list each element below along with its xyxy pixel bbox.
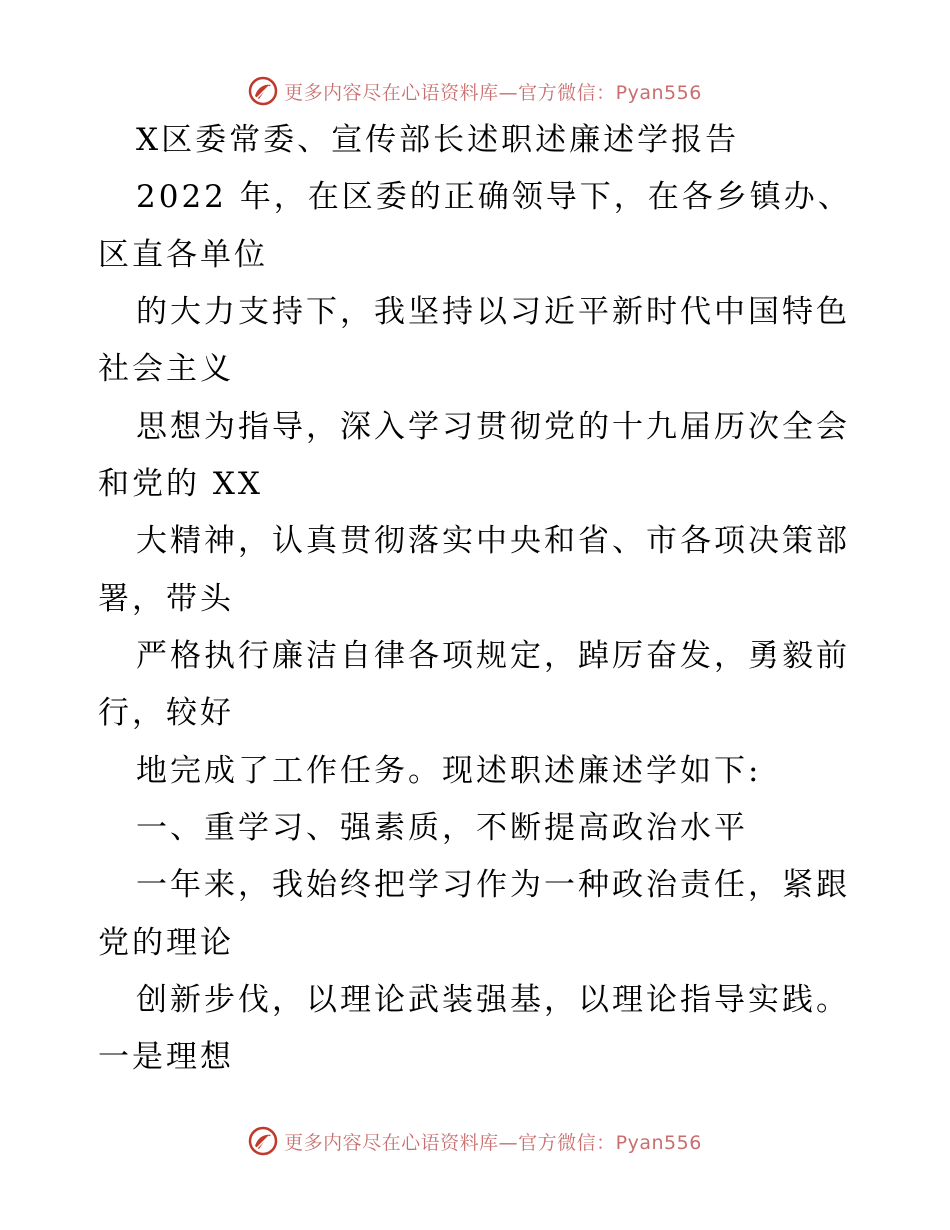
document-title: X区委常委、宣传部长述职述廉述学报告 [136,122,740,158]
paragraph-line: 严格执行廉洁自律各项规定，踔厉奋发，勇毅前 [136,638,850,674]
paragraph-line: 思想为指导，深入学习贯彻党的十九届历次全会 [136,409,850,445]
paragraph-line: 2022 年，在区委的正确领导下，在各乡镇办、 [136,179,852,215]
watermark-text: 更多内容尽在心语资料库—官方微信：Pyan556 [284,1131,702,1154]
paragraph-line: 署，带头 [98,581,234,617]
paragraph-line: 一年来，我始终把学习作为一种政治责任，紧跟 [136,867,850,903]
paragraph-line: 一是理想 [98,1039,234,1075]
paragraph-line: 行，较好 [98,695,234,731]
footer-watermark [0,1121,950,1161]
paragraph-line: 的大力支持下，我坚持以习近平新时代中国特色 [136,294,850,330]
paragraph-line: 创新步伐，以理论武装强基，以理论指导实践。 [136,982,850,1018]
watermark-logo-icon [248,1126,278,1156]
paragraph-line: 社会主义 [98,351,234,387]
paragraph-line: 和党的 XX [98,466,263,502]
watermark-logo-icon [248,76,278,106]
watermark-text: 更多内容尽在心语资料库—官方微信：Pyan556 [284,81,702,104]
paragraph-line: 党的理论 [98,925,234,961]
section-heading: 一、重学习、强素质，不断提高政治水平 [136,810,748,846]
paragraph-line: 区直各单位 [98,237,268,273]
paragraph-line: 大精神，认真贯彻落实中央和省、市各项决策部 [136,523,850,559]
header-watermark [0,71,950,111]
paragraph-line: 地完成了工作任务。现述职述廉述学如下: [136,753,762,789]
